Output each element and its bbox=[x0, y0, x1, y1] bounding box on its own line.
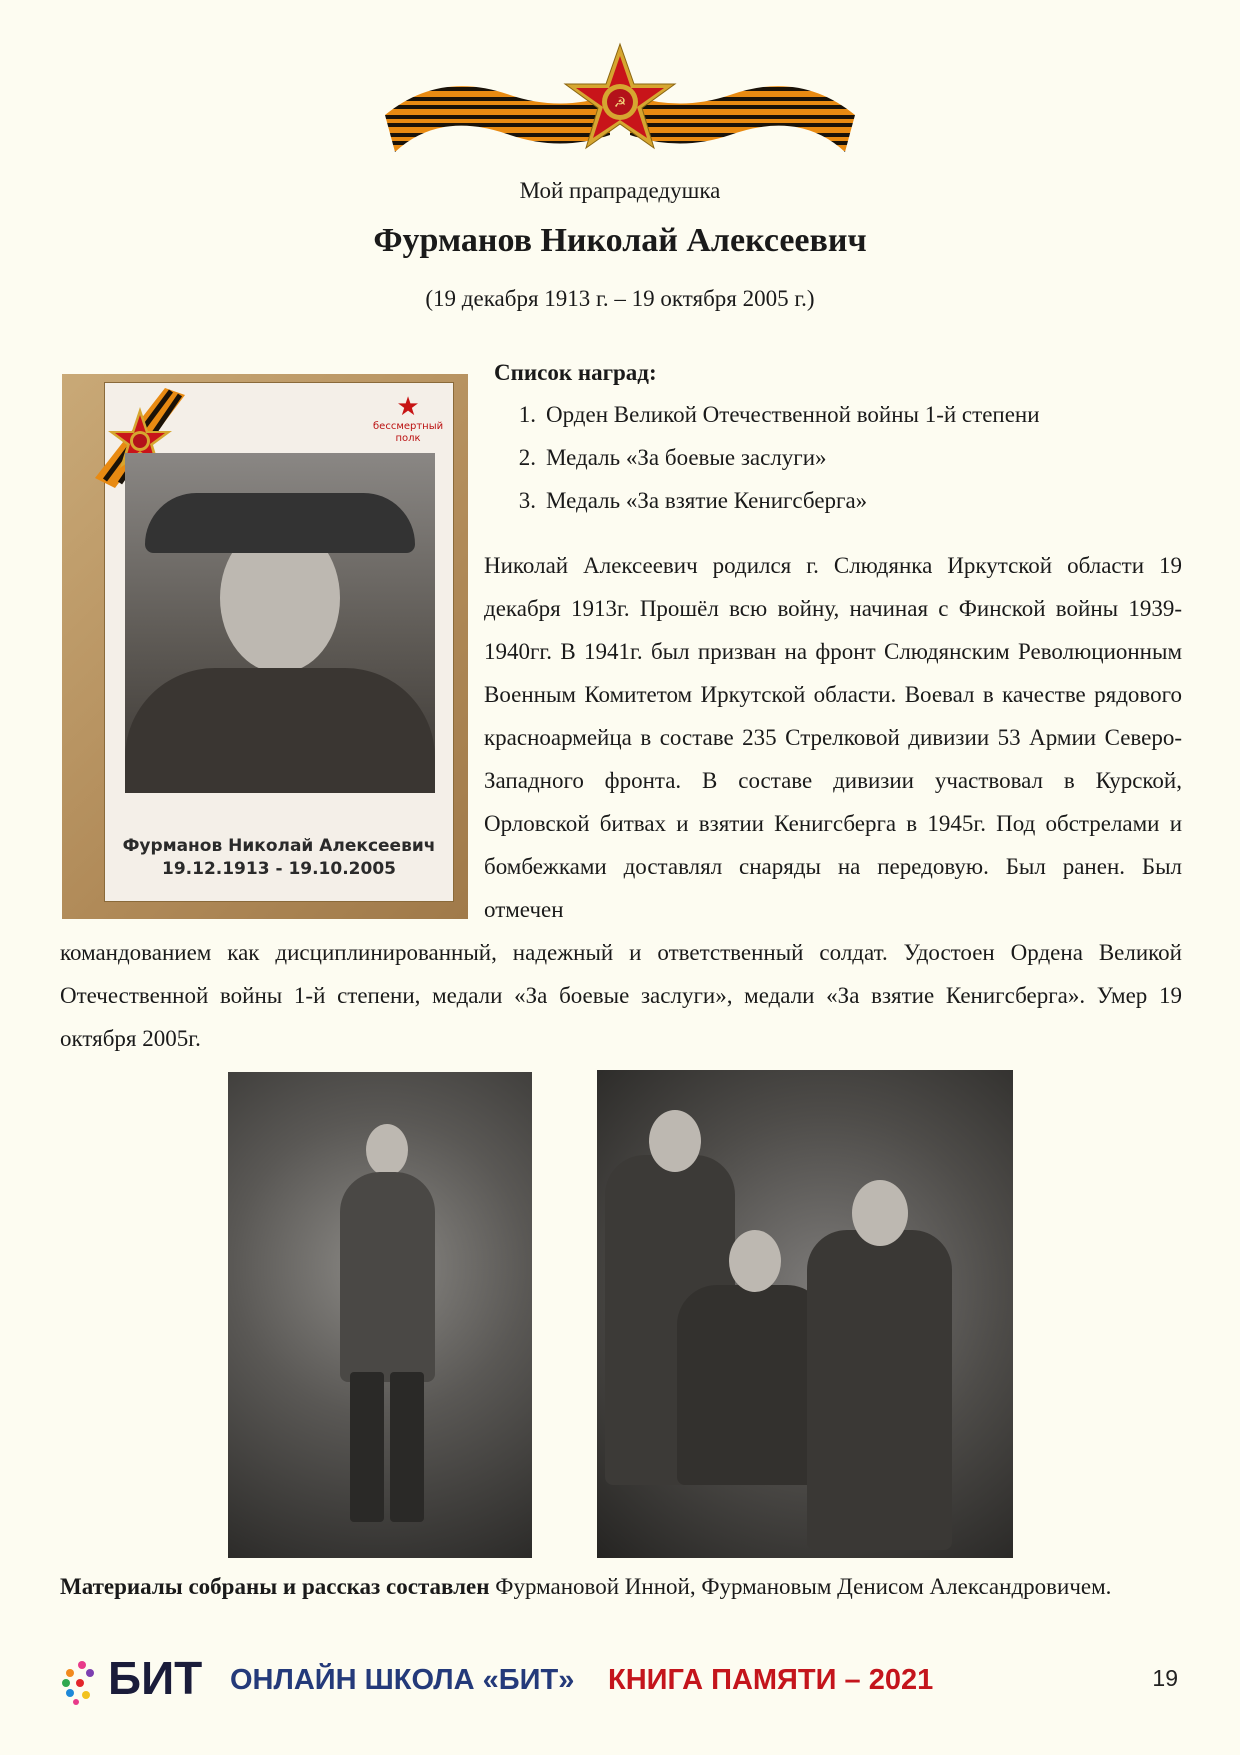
award-item bbox=[494, 486, 1040, 529]
portrait-tunic bbox=[125, 668, 435, 793]
school-name: ОНЛАЙН ШКОЛА «БИТ» bbox=[230, 1664, 575, 1696]
subtitle: Мой прапрадедушка bbox=[519, 178, 721, 203]
footer bbox=[60, 1652, 1190, 1705]
portrait-caption-name: Фурманов Николай Алексеевич bbox=[122, 836, 436, 856]
credits-authors: Фурмановой Инной, Фурмановым Денисом Александровичем. bbox=[495, 1574, 1112, 1599]
award-item bbox=[494, 443, 1040, 486]
st-george-ribbon-order-emblem bbox=[380, 40, 860, 170]
page-title: Фурманов Николай Алексеевич bbox=[373, 222, 867, 259]
award-item bbox=[494, 400, 1040, 443]
book-title: КНИГА ПАМЯТИ – 2021 bbox=[608, 1664, 934, 1696]
soldier-seated bbox=[677, 1285, 827, 1485]
biography-text-part1: Николай Алексеевич родился г. Слюдянка Иркутской области 19 декабря 1913г. Прошёл всю войну, начиная с Финской войны 1939-1940гг. В 1941г. был призван на фронт Слюдянским Революционным Военным Комитетом Иркутской области. Воевал в качестве рядового красноармейца в составе 235 Стрелковой дивизии 53 Армии Северо-Западного фронта. В составе дивизии участвовал в Курской, Орловской битвах и взятии Кенигсберга в 1945г. Под обстрелами и бомбежками доставлял снаряды на передовую. Был ранен. Был отмечен bbox=[484, 553, 1182, 922]
portrait-cap bbox=[145, 493, 415, 553]
archive-photo-three-soldiers bbox=[597, 1070, 1013, 1558]
soldier-seated-head bbox=[729, 1230, 781, 1292]
portrait-photo-frame bbox=[62, 374, 468, 919]
soldier-right bbox=[807, 1230, 952, 1550]
soldier-head bbox=[366, 1124, 408, 1176]
archive-photo-standing-soldier bbox=[228, 1072, 532, 1558]
bit-logo-text: БИТ bbox=[108, 1652, 203, 1704]
portrait-card bbox=[104, 382, 454, 902]
life-dates: (19 декабря 1913 г. – 19 октября 2005 г.) bbox=[425, 286, 815, 311]
portrait-image bbox=[125, 453, 435, 793]
award-number: 1. bbox=[518, 402, 536, 427]
page-number: 19 bbox=[1152, 1665, 1178, 1691]
award-number: 2. bbox=[518, 445, 536, 470]
soldier-left-head bbox=[649, 1110, 701, 1172]
awards-list bbox=[494, 400, 1040, 529]
portrait-caption bbox=[105, 835, 453, 881]
award-text: Медаль «За взятие Кенигсберга» bbox=[546, 488, 868, 513]
credits bbox=[60, 1565, 1182, 1608]
portrait-caption-dates: 19.12.1913 - 19.10.2005 bbox=[162, 859, 396, 879]
biography-text-part2: командованием как дисциплинированный, надежный и ответственный солдат. Удостоен Ордена Великой Отечественной войны 1-й степени, медали «За боевые заслуги», медали «За взятие Кенигсберга». Умер 19 октября 2005г. bbox=[60, 940, 1182, 1051]
svg-text:☭: ☭ bbox=[613, 95, 627, 111]
awards-heading: Список наград: bbox=[494, 360, 657, 385]
soldier-leg-right bbox=[390, 1372, 424, 1522]
soldier-leg-left bbox=[350, 1372, 384, 1522]
credits-label: Материалы собраны и рассказ составлен bbox=[60, 1574, 490, 1599]
immortal-regiment-logo bbox=[373, 393, 443, 453]
red-star-icon: ★ bbox=[396, 392, 420, 422]
award-text: Медаль «За боевые заслуги» bbox=[546, 445, 827, 470]
soldier-body bbox=[340, 1172, 435, 1382]
award-number: 3. bbox=[518, 488, 536, 513]
soldier-right-head bbox=[852, 1180, 908, 1246]
logo-text-line2: полк bbox=[395, 433, 421, 444]
logo-text-line1: бессмертный bbox=[373, 421, 444, 432]
award-text: Орден Великой Отечественной войны 1-й степени bbox=[546, 402, 1040, 427]
bit-logo-icon bbox=[60, 1661, 100, 1705]
